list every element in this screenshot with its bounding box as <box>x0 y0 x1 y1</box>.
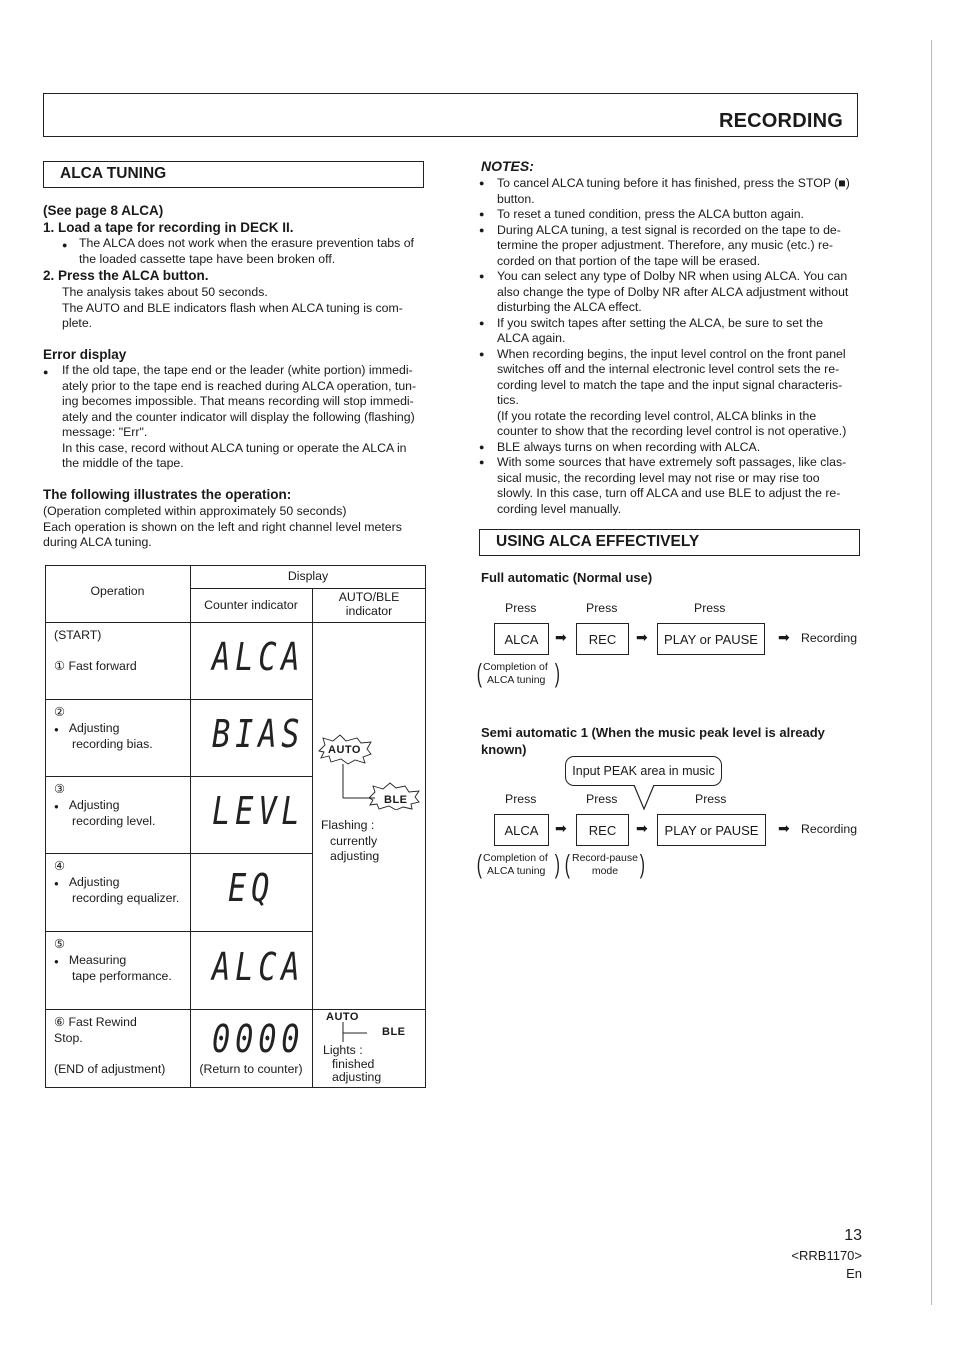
recording-label: Recording <box>801 822 858 836</box>
header-display: Display <box>287 569 329 583</box>
row-rewind-operation: ⑥ Fast Rewind Stop. (END of adjustment) <box>54 1015 166 1076</box>
page-number: 13 <box>844 1227 862 1244</box>
bullet-icon: ● <box>479 457 485 467</box>
step1-text: The ALCA does not work when the erasure prevention tabs of the loaded cassette tape have been broken off. <box>79 236 414 266</box>
alca-tuning-heading: ALCA TUNING <box>60 165 167 182</box>
arrow-right-icon: ➡ <box>778 629 790 645</box>
note-item: ● To cancel ALCA tuning before it has finished, press the STOP (■) button. <box>479 176 850 206</box>
alca-button: ALCA <box>494 814 549 846</box>
notes-title: NOTES: <box>481 158 534 174</box>
bracket-left-icon: ( <box>476 849 482 879</box>
ble-indicator-label: BLE <box>384 794 408 806</box>
ble-lit-label: BLE <box>382 1026 406 1038</box>
full-automatic-title: Full automatic (Normal use) <box>481 570 653 585</box>
play-pause-button: PLAY or PAUSE <box>657 623 765 655</box>
flashing-note: Flashing : currently adjusting <box>321 818 380 863</box>
display-alca: ALCA <box>212 635 305 679</box>
callout-pointer-icon <box>632 785 656 811</box>
bullet-icon: ● <box>479 209 485 219</box>
bracket-left-icon: ( <box>476 658 482 688</box>
input-peak-callout: Input PEAK area in music <box>565 756 722 786</box>
arrow-right-icon: ➡ <box>555 629 567 645</box>
row-start-operation: (START) ① Fast forward <box>54 628 137 673</box>
display-counter-0000: 0000 <box>212 1017 305 1061</box>
note-item: ● During ALCA tuning, a test signal is recorded on the tape to de- termine the proper adjustment. Therefore, any music (etc.) re- corded on that portion of the tape will be erased. <box>479 222 841 268</box>
semi-automatic-title: Semi automatic 1 (When the music peak level is already known) <box>481 725 825 757</box>
illustration-title: The following illustrates the operation: <box>43 487 292 502</box>
illustration-text: (Operation completed within approximately 50 seconds) Each operation is shown on the left and right channel level meters during ALCA tuning. <box>43 504 402 549</box>
display-alca-2: ALCA <box>212 945 305 989</box>
play-pause-button: PLAY or PAUSE <box>657 814 766 846</box>
page-edge-rule <box>931 40 932 1305</box>
auto-lit-label: AUTO <box>326 1011 359 1023</box>
using-alca-heading: USING ALCA EFFECTIVELY <box>496 533 700 550</box>
header-auto-ble-indicator: AUTO/BLE indicator <box>338 590 400 618</box>
display-eq: EQ <box>228 866 275 910</box>
row-eq-operation: ④ ● Adjusting recording equalizer. <box>54 859 180 905</box>
bullet-icon: ● <box>62 240 68 250</box>
step2-title: 2. Press the ALCA button. <box>43 268 209 283</box>
error-display-text: If the old tape, the tape end or the leader (white portion) immedi- ately prior to the tape end is reached during ALCA operation, tun- ing becomes impossible. That means recording will stop immedi- ately and the counter indicator will display the following (flashing) message: "Err". In this case, record without ALCA tuning or operate the ALCA in the middle of the tape. <box>62 363 417 470</box>
rec-button: REC <box>576 623 629 655</box>
header-box <box>43 93 858 137</box>
row-level-operation: ③ ● Adjusting recording level. <box>54 782 156 828</box>
press-label: Press <box>505 601 537 615</box>
bullet-icon: ● <box>54 724 59 734</box>
alca-button: ALCA <box>494 623 549 655</box>
bullet-icon: ● <box>479 178 485 188</box>
header-operation: Operation <box>90 584 145 598</box>
press-label: Press <box>505 792 537 806</box>
header-counter-indicator: Counter indicator <box>204 598 298 612</box>
error-display-title: Error display <box>43 347 127 362</box>
rec-button: REC <box>576 814 629 846</box>
bullet-icon: ● <box>479 224 485 235</box>
operation-table <box>45 565 426 1088</box>
display-levl: LEVL <box>212 789 305 833</box>
press-label: Press <box>694 601 726 615</box>
arrow-right-icon: ➡ <box>778 820 790 836</box>
arrow-right-icon: ➡ <box>636 629 648 645</box>
note-item: ● You can select any type of Dolby NR when using ALCA. You can also change the type of Dolby NR after ALCA adjustment without disturbing the ALCA effect. <box>479 269 849 314</box>
step1-title: 1. Load a tape for recording in DECK II. <box>43 220 294 235</box>
auto-indicator-label: AUTO <box>328 744 361 756</box>
step2-text: The analysis takes about 50 seconds. The AUTO and BLE indicators flash when ALCA tuning is com- plete. <box>62 285 403 330</box>
return-to-counter-label: (Return to counter) <box>199 1062 303 1076</box>
completion-note: Completion of ALCA tuning <box>483 852 548 877</box>
row-measure-operation: ⑤ ● Measuring tape performance. <box>54 937 172 983</box>
language-code: En <box>846 1266 862 1281</box>
bracket-left-icon: ( <box>564 849 570 879</box>
lights-note: Lights : finished adjusting <box>323 1043 382 1084</box>
bullet-icon: ● <box>54 801 59 811</box>
note-item: ● BLE always turns on when recording with ALCA. <box>479 439 761 454</box>
arrow-right-icon: ➡ <box>636 820 648 836</box>
row-bias-operation: ② ● Adjusting recording bias. <box>54 705 153 751</box>
bracket-right-icon: ) <box>554 849 560 879</box>
using-alca-heading-box <box>479 529 860 556</box>
record-pause-note: Record-pause mode <box>572 852 638 877</box>
bullet-icon: ● <box>43 367 49 377</box>
bracket-right-icon: ) <box>639 849 645 879</box>
bracket-right-icon: ) <box>554 658 560 688</box>
recording-label: Recording <box>801 631 858 645</box>
notes-list <box>481 176 861 517</box>
bullet-icon: ● <box>54 878 59 888</box>
flashing-indicator-icon <box>313 730 425 810</box>
press-label: Press <box>695 792 727 806</box>
note-item: ● When recording begins, the input level control on the front panel switches off and the internal electronic level control sets the re- cording level to match the tape and the input signal characteris- tics. (If you rotate the recording level control, ALCA blinks in the counter to show that the recording level control is not operative.) <box>479 346 847 438</box>
alca-tuning-heading-box <box>43 161 424 188</box>
bullet-icon: ● <box>479 317 485 328</box>
bullet-icon: ● <box>479 271 485 281</box>
arrow-right-icon: ➡ <box>555 820 567 836</box>
bullet-icon: ● <box>54 956 59 966</box>
note-item: ● To reset a tuned condition, press the ALCA button again. <box>479 207 804 221</box>
see-page-reference: (See page 8 ALCA) <box>43 203 164 218</box>
document-code: <RRB1170> <box>791 1248 862 1263</box>
page-title: RECORDING <box>718 110 843 132</box>
press-label: Press <box>586 792 618 806</box>
completion-note: Completion of ALCA tuning <box>483 661 548 686</box>
press-label: Press <box>586 601 618 615</box>
bullet-icon: ● <box>479 441 485 452</box>
note-item: ● If you switch tapes after setting the ALCA, be sure to set the ALCA again. <box>479 315 824 345</box>
bullet-icon: ● <box>479 348 485 359</box>
note-item: ● With some sources that have extremely soft passages, like clas- sical music, the recording level may not rise or may rise too slowly. In this case, turn off ALCA and use BLE to adjust the re- cording level manually. <box>479 455 847 516</box>
display-bias: BIAS <box>212 712 305 756</box>
